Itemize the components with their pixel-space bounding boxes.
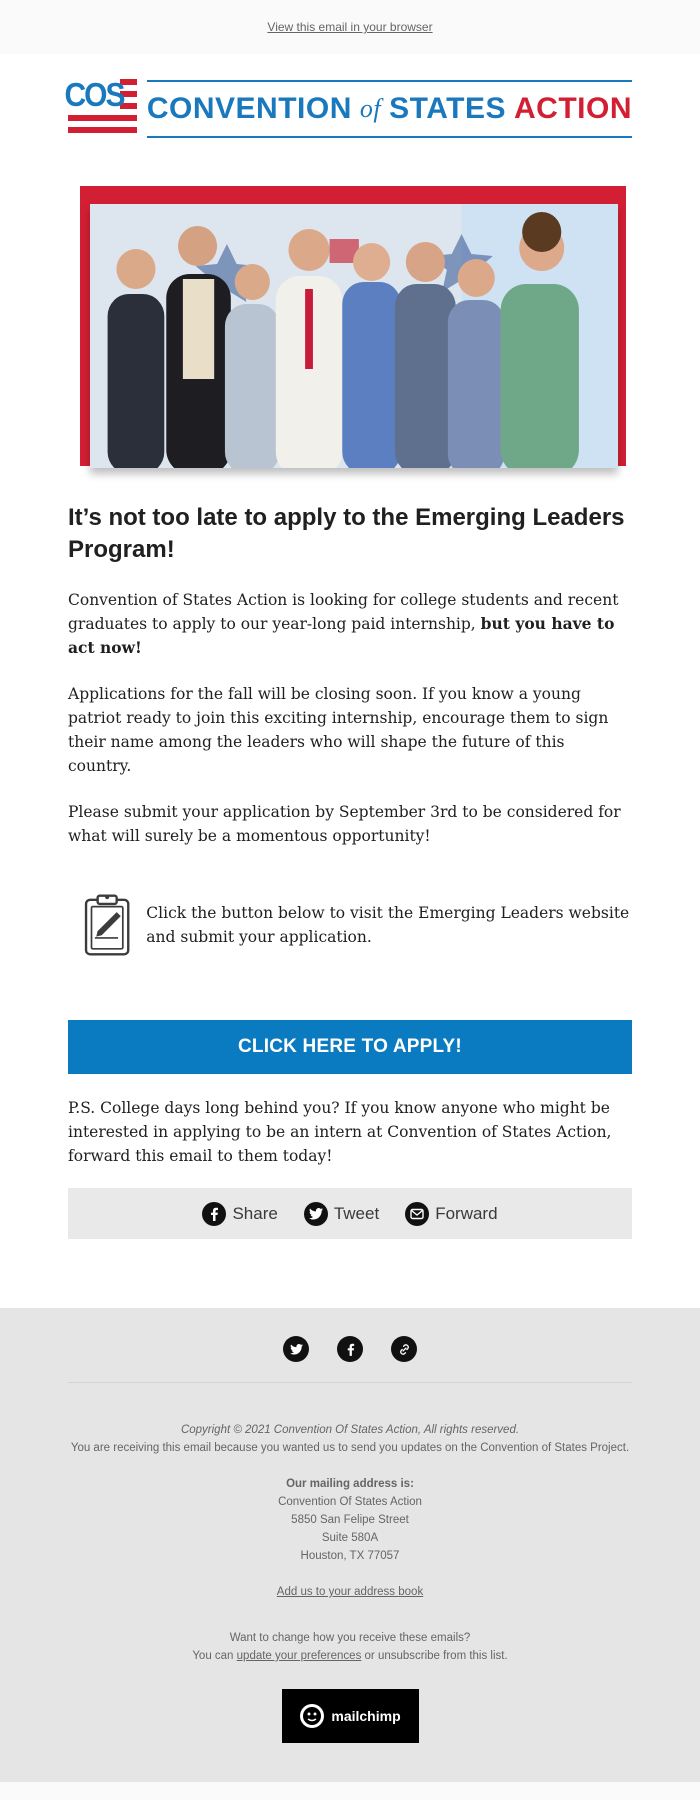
facebook-link-icon[interactable] xyxy=(337,1336,363,1362)
preheader xyxy=(0,0,700,54)
update-preferences-link[interactable]: update your preferences xyxy=(236,1650,362,1662)
share-forward[interactable] xyxy=(405,1202,497,1226)
preferences-line xyxy=(68,1647,632,1665)
email-footer xyxy=(0,1308,700,1782)
share-twitter[interactable] xyxy=(304,1202,379,1226)
headline: It’s not too late to apply to the Emerging Leaders Program! xyxy=(68,504,625,563)
intro-paragraph xyxy=(68,588,632,660)
mailchimp-freddie-icon xyxy=(299,1703,325,1729)
twitter-icon xyxy=(304,1202,328,1226)
logo-of: of xyxy=(359,94,382,123)
share-bar xyxy=(68,1188,632,1239)
unsubscribe-text: or unsubscribe from this list. xyxy=(361,1650,508,1662)
intro-paragraph-emphasis: but you have to act now! xyxy=(68,614,615,657)
clipboard-callout xyxy=(68,878,632,972)
bottom-strip xyxy=(0,1782,700,1800)
logo-action: ACTION xyxy=(514,92,632,125)
address-line: Suite 580A xyxy=(321,1532,379,1544)
facebook-icon xyxy=(202,1202,226,1226)
forward-label: Forward xyxy=(435,1203,498,1223)
receiving-reason: You are receiving this email because you wanted us to send you updates on the Convention of States Project. xyxy=(70,1442,630,1454)
you-can-text: You can xyxy=(192,1650,237,1662)
logo-convention: CONVENTION xyxy=(146,92,352,125)
logo-cos-text: COS xyxy=(64,77,124,114)
mailing-address-heading: Our mailing address is: xyxy=(286,1478,414,1490)
email-forward-icon xyxy=(405,1202,429,1226)
copyright: Copyright © 2021 Convention Of States Action, All rights reserved. xyxy=(180,1424,520,1436)
email-body xyxy=(0,54,700,1308)
mailchimp-label: mailchimp xyxy=(331,1708,401,1724)
cos-flag-icon xyxy=(64,77,137,139)
deadline-paragraph: Please submit your application by September 3rd to be considered for what will surely be a momentous opportunity! xyxy=(68,803,621,845)
twitter-link-icon[interactable] xyxy=(283,1336,309,1362)
footer-divider xyxy=(68,1382,632,1383)
change-preferences-question: Want to change how you receive these emails? xyxy=(229,1632,471,1644)
logo-wordmark xyxy=(147,80,632,138)
social-links xyxy=(68,1308,632,1362)
tweet-label: Tweet xyxy=(333,1203,380,1223)
logo-states: STATES xyxy=(389,92,506,125)
share-label: Share xyxy=(232,1203,278,1223)
view-in-browser-link[interactable]: View this email in your browser xyxy=(267,20,433,34)
hero-image xyxy=(68,186,632,476)
group-photo xyxy=(90,204,618,468)
apply-button[interactable]: CLICK HERE TO APPLY! xyxy=(68,1020,632,1074)
add-to-address-book-link[interactable]: Add us to your address book xyxy=(276,1586,424,1598)
share-facebook[interactable] xyxy=(202,1202,277,1226)
address-line: 5850 San Felipe Street xyxy=(291,1514,409,1526)
address-line: Houston, TX 77057 xyxy=(300,1550,400,1562)
ps-paragraph: P.S. College days long behind you? If you know anyone who might be interested in applying to be an intern at Convention of States Action, forward this email to them today! xyxy=(68,1099,612,1165)
group-photo-illustration xyxy=(90,204,618,468)
applications-paragraph: Applications for the fall will be closing soon. If you know a young patriot ready to join this exciting internship, encourage them to sign their name among the leaders who will shape the future of this country. xyxy=(68,685,609,775)
intro-paragraph-text: Convention of States Action is looking for college students and recent graduates to apply to our year-long paid internship, xyxy=(68,591,619,633)
address-line: Convention Of States Action xyxy=(278,1496,422,1508)
clipboard-icon xyxy=(84,878,130,972)
website-link-icon[interactable] xyxy=(391,1336,417,1362)
cos-action-logo[interactable] xyxy=(64,54,632,150)
clipboard-text: Click the button below to visit the Emerging Leaders website and submit your application. xyxy=(146,904,630,946)
mailchimp-badge[interactable] xyxy=(282,1689,419,1743)
